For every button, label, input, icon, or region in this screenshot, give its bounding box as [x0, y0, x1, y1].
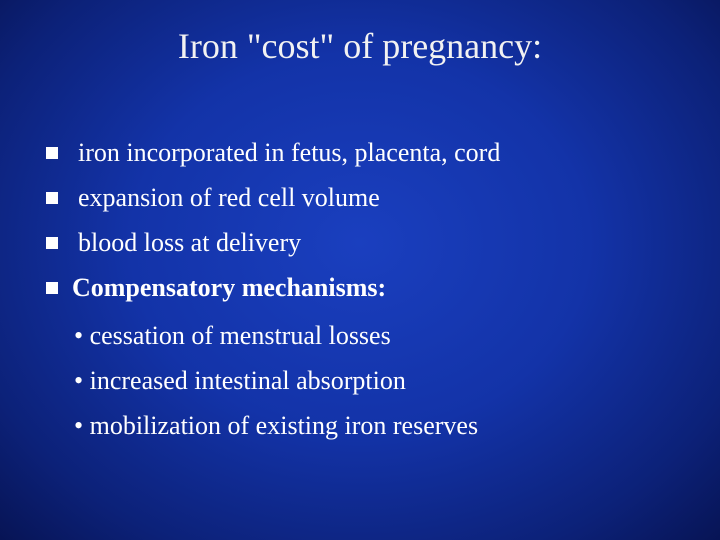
compensatory-mechanisms-list — [74, 313, 478, 448]
slide-title: Iron "cost" of pregnancy: — [177, 26, 543, 66]
bullet-text: iron incorporated in fetus, placenta, cord — [78, 137, 501, 167]
square-bullet-icon — [46, 192, 58, 204]
bullet-item — [46, 265, 500, 310]
sub-bullet-item: • mobilization of existing iron reserves — [74, 410, 479, 440]
bullet-list — [46, 130, 500, 310]
bullet-item — [46, 130, 500, 175]
bullet-item — [46, 220, 500, 265]
square-bullet-icon — [46, 237, 58, 249]
bullet-text: blood loss at delivery — [78, 227, 302, 257]
square-bullet-icon — [46, 147, 58, 159]
square-bullet-icon — [46, 282, 58, 294]
bullet-text: expansion of red cell volume — [78, 182, 380, 212]
sub-bullet-item: • increased intestinal absorption — [74, 365, 406, 395]
bullet-text: Compensatory mechanisms: — [72, 272, 387, 302]
sub-bullet-item: • cessation of menstrual losses — [74, 320, 391, 350]
bullet-item — [46, 175, 500, 220]
